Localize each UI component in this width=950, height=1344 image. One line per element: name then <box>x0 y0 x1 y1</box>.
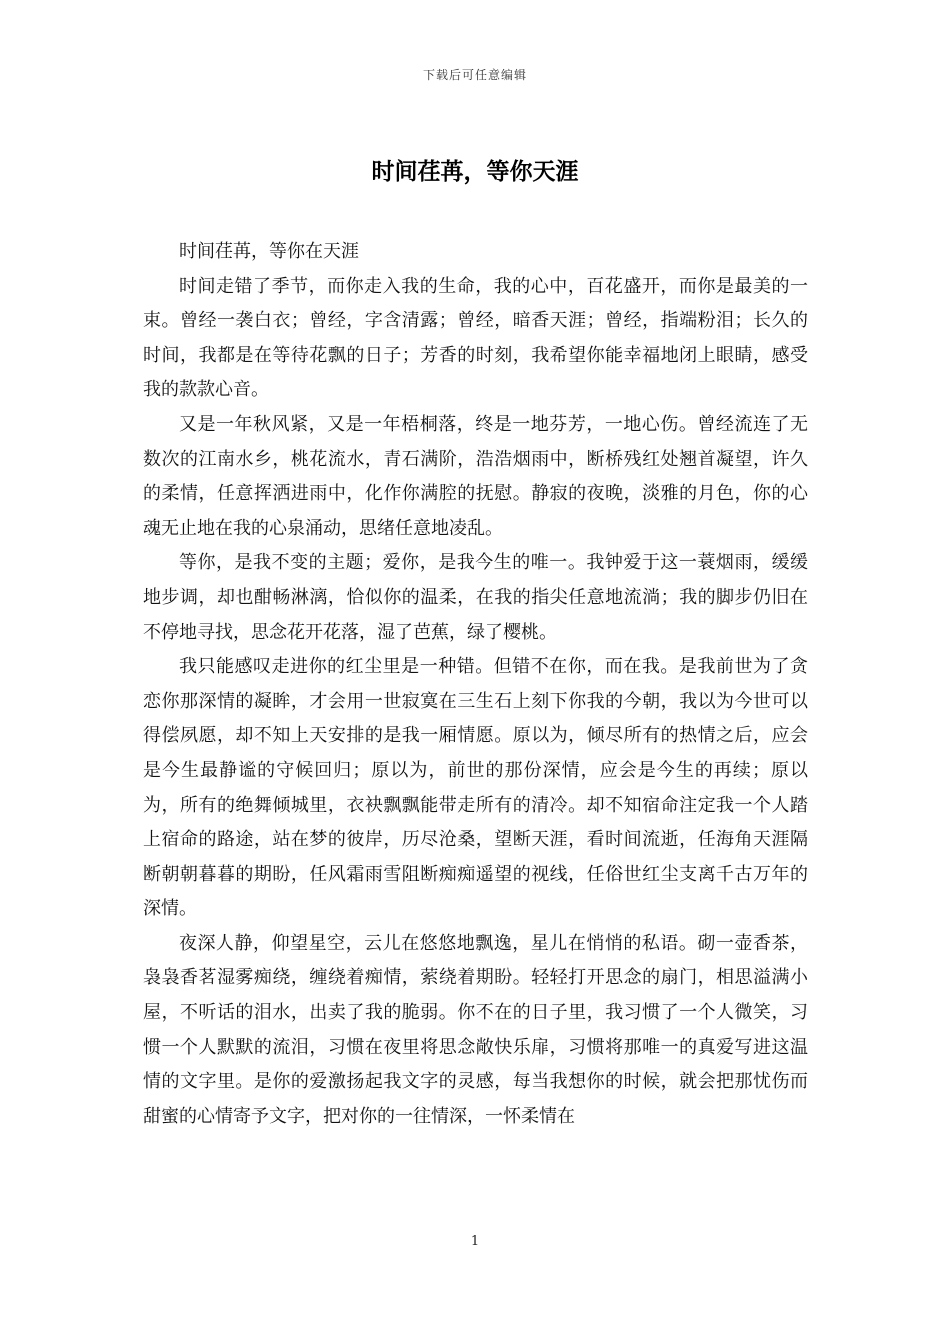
page-header-note: 下载后可任意编辑 <box>422 68 527 82</box>
paragraph: 夜深人静，仰望星空，云儿在悠悠地飘逸，星儿在悄悄的私语。砌一壶香茶，袅袅香茗湿雾痴绕，缠绕着痴情，萦绕着期盼。轻轻打开思念的扇门，相思溢满小屋，不听话的泪水，出卖了我的脆弱。你不在的日子里，我习惯了一个人微笑，习惯一个人默默的流泪，习惯在夜里将思念敞快乐扉，习惯将那唯一的真爱写进这温情的文字里。是你的爱激扬起我文字的灵感，每当我想你的时候，就会把那忧伤而甜蜜的心情寄予文字，把对你的一往情深，一怀柔情在 <box>143 932 808 1127</box>
document-title: 时间荏苒，等你天涯 <box>371 158 579 185</box>
paragraph-subtitle: 时间荏苒，等你在天涯 <box>179 241 359 262</box>
paragraph: 等你，是我不变的主题；爱你，是我今生的唯一。我钟爱于这一蓑烟雨，缓缓地步调，却也酣畅淋漓，恰似你的温柔，在我的指尖任意地流淌；我的脚步仍旧在不停地寻找，思念花开花落，湿了芭蕉，绿了樱桃。 <box>143 552 808 643</box>
paragraph: 我只能感叹走进你的红尘里是一种错。但错不在你，而在我。是我前世为了贪恋你那深情的凝眸，才会用一世寂寞在三生石上刻下你我的今朝，我以为今世可以得偿夙愿，却不知上天安排的是我一厢情愿。原以为，倾尽所有的热情之后，应会是今生最静谧的守候回归；原以为，前世的那份深情，应会是今生的再续；原以为，所有的绝舞倾城里，衣袂飘飘能带走所有的清冷。却不知宿命注定我一个人踏上宿命的路途，站在梦的彼岸，历尽沧桑，望断天涯，看时间流逝，任海角天涯隔断朝朝暮暮的期盼，任风霜雨雪阻断痴痴遥望的视线，任俗世红尘支离千古万年的深情。 <box>143 656 808 920</box>
document-body <box>143 235 808 1134</box>
page-number: 1 <box>470 1234 480 1249</box>
paragraph: 时间走错了季节，而你走入我的生命，我的心中，百花盛开，而你是最美的一束。曾经一袭白衣；曾经，字含清露；曾经，暗香天涯；曾经，指端粉泪；长久的时间，我都是在等待花飘的日子；芳香的时刻，我希望你能幸福地闭上眼睛，感受我的款款心音。 <box>143 275 808 401</box>
paragraph: 又是一年秋风紧，又是一年梧桐落，终是一地芬芳，一地心伤。曾经流连了无数次的江南水乡，桃花流水，青石满阶，浩浩烟雨中，断桥残红处翘首凝望，许久的柔情，任意挥洒进雨中，化作你满腔的抚慰。静寂的夜晚，淡雅的月色，你的心魂无止地在我的心泉涌动，思绪任意地凌乱。 <box>143 413 808 539</box>
